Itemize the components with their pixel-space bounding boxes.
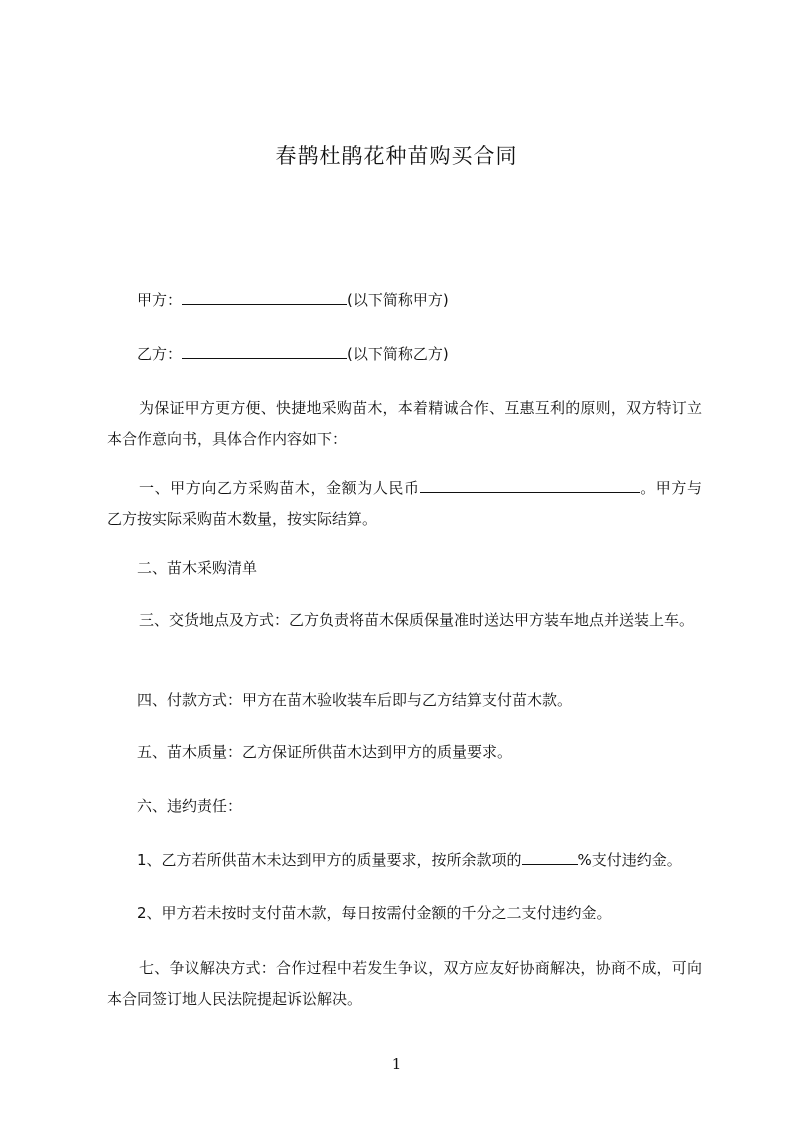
- clause-6-1-prefix: 1、乙方若所供苗木未达到甲方的质量要求，按所余款项的: [137, 851, 522, 869]
- clause-6-1-paragraph: [107, 845, 702, 876]
- clause-7-paragraph: 七、争议解决方式：合作过程中若发生争议，双方应友好协商解决，协商不成，可向本合同签订地人民法院提起诉讼解决。: [107, 959, 702, 1008]
- penalty-percent-blank[interactable]: [522, 850, 578, 865]
- party-a-blank[interactable]: [182, 290, 347, 305]
- clause-5-paragraph: 五、苗木质量：乙方保证所供苗木达到甲方的质量要求。: [137, 743, 513, 761]
- clause-1-suffix: 。甲方与乙方按实际采购苗木数量，按实际结算。: [107, 479, 702, 528]
- clause-6-1-suffix: %支付违约金。: [577, 851, 682, 869]
- party-b-suffix: (以下简称乙方): [347, 345, 449, 363]
- clause-6-2-paragraph: 2、甲方若未按时支付苗木款，每日按需付金额的千分之二支付违约金。: [137, 904, 612, 922]
- party-b-line: [107, 339, 702, 370]
- clause-4-paragraph: 四、付款方式：甲方在苗木验收装车后即与乙方结算支付苗木款。: [137, 691, 573, 709]
- clause-1-prefix: 一、甲方向乙方采购苗木，金额为人民币: [139, 479, 420, 497]
- party-a-line: [107, 285, 702, 316]
- party-a-suffix: (以下简称甲方): [347, 291, 449, 309]
- page-number: 1: [391, 1055, 402, 1073]
- party-b-label: 乙方：: [137, 345, 183, 363]
- amount-blank[interactable]: [420, 478, 640, 493]
- clause-2-heading: 二、苗木采购清单: [137, 559, 258, 577]
- preamble-paragraph: 为保证甲方更方便、快捷地采购苗木，本着精诚合作、互惠互利的原则，双方特订立本合作意向书，具体合作内容如下：: [107, 399, 702, 448]
- clause-3-paragraph: 三、交货地点及方式：乙方负责将苗木保质保量准时送达甲方装车地点并送装上车。: [139, 611, 695, 629]
- party-b-blank[interactable]: [182, 344, 347, 359]
- document-title: 春鹊杜鹃花种苗购买合同: [275, 144, 518, 168]
- party-a-label: 甲方：: [137, 291, 183, 309]
- clause-1-paragraph: [107, 473, 702, 535]
- clause-6-heading: 六、违约责任：: [137, 797, 243, 815]
